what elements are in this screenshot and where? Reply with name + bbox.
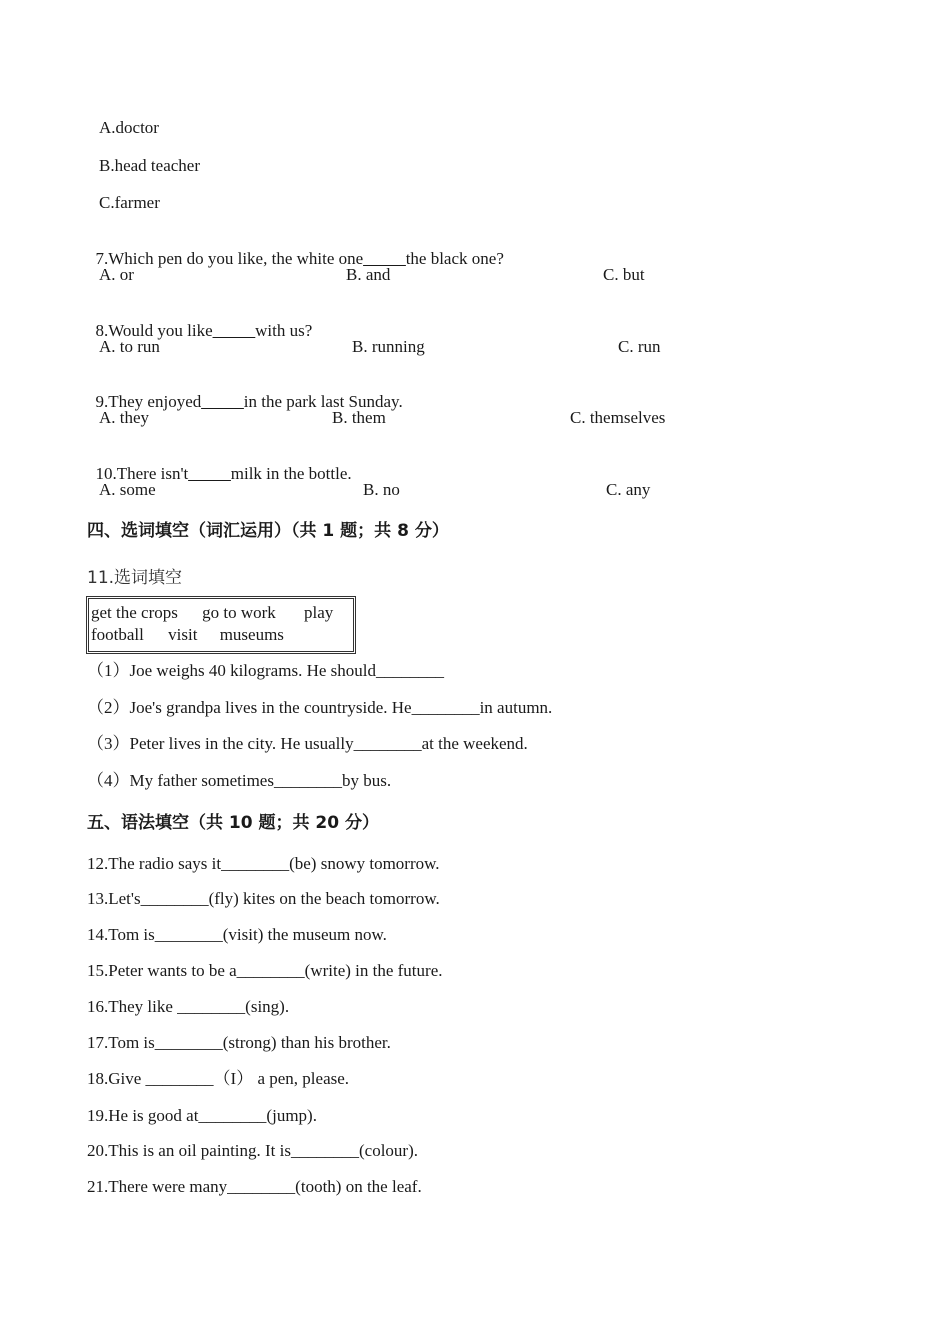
q8-stem xyxy=(87,301,312,341)
q9-stem-before: 9.They enjoyed xyxy=(95,392,202,411)
q11-item-2: （2）Joe's grandpa lives in the countryside. He________in autumn. xyxy=(87,698,553,717)
q10-stem-after: milk in the bottle. xyxy=(230,464,352,483)
word-go-to-work: go to work xyxy=(202,603,276,622)
q7-option-b: B. and xyxy=(346,265,391,284)
word-football: football xyxy=(91,625,144,644)
section4-heading: 四、选词填空（词汇运用）（共 1 题；共 8 分） xyxy=(87,521,449,541)
q10-stem xyxy=(87,444,352,484)
q17: 17.Tom is________(strong) than his brother. xyxy=(87,1033,391,1052)
q18: 18.Give ________（I） a pen, please. xyxy=(87,1069,350,1088)
word-bank xyxy=(91,602,357,646)
q19: 19.He is good at________(jump). xyxy=(87,1106,317,1125)
q8-option-b: B. running xyxy=(352,337,425,356)
q7-option-a: A. or xyxy=(99,265,134,284)
section5-heading: 五、语法填空（共 10 题；共 20 分） xyxy=(87,813,379,833)
q21: 21.There were many________(tooth) on the leaf. xyxy=(87,1177,422,1196)
q9-option-c: C. themselves xyxy=(570,408,666,427)
q6-option-a: A.doctor xyxy=(99,118,159,137)
q6-option-b: B.head teacher xyxy=(99,156,200,175)
q11-item-1: （1）Joe weighs 40 kilograms. He should________ xyxy=(87,661,444,680)
q10-stem-before: 10.There isn't xyxy=(95,464,189,483)
q13: 13.Let's________(fly) kites on the beach tomorrow. xyxy=(87,889,440,908)
q14: 14.Tom is________(visit) the museum now. xyxy=(87,925,387,944)
q9-option-a: A. they xyxy=(99,408,150,427)
q20: 20.This is an oil painting. It is________(colour). xyxy=(87,1141,418,1160)
q11-title: 11.选词填空 xyxy=(87,568,183,588)
q7-stem xyxy=(87,229,504,269)
q7-blank: _____ xyxy=(363,249,406,268)
q15: 15.Peter wants to be a________(write) in the future. xyxy=(87,961,443,980)
word-visit: visit xyxy=(168,625,198,644)
q10-option-a: A. some xyxy=(99,480,156,499)
q9-blank: _____ xyxy=(201,392,244,411)
q9-option-b: B. them xyxy=(332,408,386,427)
q9-stem-after: in the park last Sunday. xyxy=(243,392,403,411)
q7-stem-after: the black one? xyxy=(405,249,504,268)
q7-stem-before: 7.Which pen do you like, the white one xyxy=(95,249,364,268)
q9-stem xyxy=(87,372,403,412)
q8-stem-after: with us? xyxy=(255,321,313,340)
word-get-the-crops: get the crops xyxy=(91,603,178,622)
q7-option-c: C. but xyxy=(603,265,645,284)
q11-item-4: （4）My father sometimes________by bus. xyxy=(87,771,392,790)
q12: 12.The radio says it________(be) snowy tomorrow. xyxy=(87,854,440,873)
word-play: play xyxy=(304,603,334,622)
q10-blank: _____ xyxy=(188,464,231,483)
q10-option-c: C. any xyxy=(606,480,651,499)
q8-blank: _____ xyxy=(212,321,256,340)
q8-stem-before: 8.Would you like xyxy=(95,321,213,340)
word-bank-box xyxy=(86,596,356,654)
q11-item-3: （3）Peter lives in the city. He usually________at the weekend. xyxy=(87,734,528,753)
q16: 16.They like ________(sing). xyxy=(87,997,290,1016)
q10-option-b: B. no xyxy=(363,480,400,499)
q6-option-c: C.farmer xyxy=(99,193,160,212)
word-museums: museums xyxy=(219,625,284,644)
q8-option-a: A. to run xyxy=(99,337,160,356)
q8-option-c: C. run xyxy=(618,337,661,356)
